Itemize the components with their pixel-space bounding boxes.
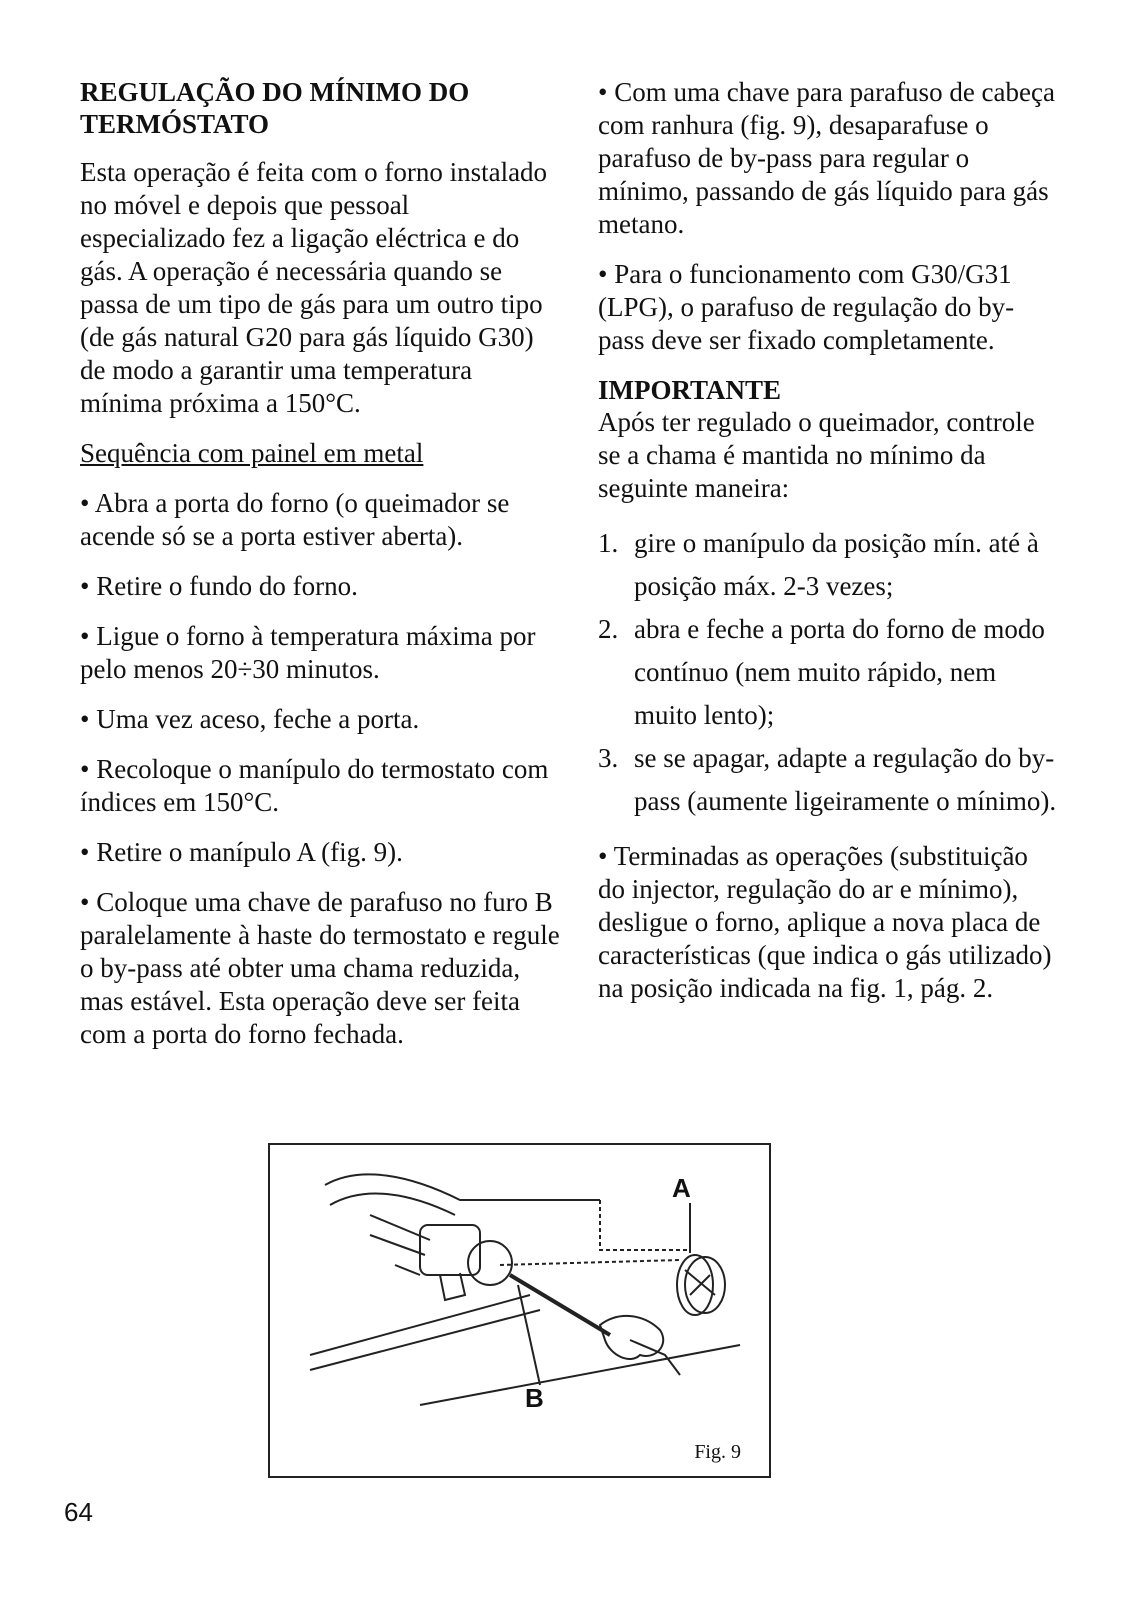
- intro-paragraph: Esta operação é feita com o forno instalado no móvel e depois que pessoal especializado fez a ligação eléctrica e do gás. A operação é necessária quando se passa de um tipo de gás para um outro tipo (de gás natural G20 para gás líquido G30) de modo a garantir uma temperatura mínima próxima a 150°C.: [80, 157, 548, 418]
- right-column: [598, 76, 1058, 1022]
- valve-stem: [440, 1273, 465, 1300]
- panel-edge-line: [310, 1295, 530, 1355]
- knob-a: [677, 1255, 713, 1315]
- left-bullet: • Retire o fundo do forno.: [80, 571, 358, 601]
- panel-edge-line: [310, 1310, 540, 1370]
- guide-line: [500, 1260, 680, 1265]
- guide-line: [600, 1200, 690, 1250]
- valve-body: [420, 1225, 480, 1275]
- left-column: [80, 76, 560, 1068]
- step-text: se se apagar, adapte a regulação do by-pass (aumente ligeiramente o mínimo).: [634, 743, 1057, 816]
- section-title: REGULAÇÃO DO MÍNIMO DO TERMÓSTATO: [80, 77, 470, 139]
- right-bullet: • Para o funcionamento com G30/G31 (LPG), o parafuso de regulação do by-pass deve ser fixado completamente.: [598, 259, 1015, 355]
- knob-a: [685, 1257, 725, 1313]
- leader-line-b: [518, 1285, 540, 1385]
- screwdriver: [510, 1275, 610, 1335]
- hand: [600, 1316, 663, 1359]
- right-bullet: • Com uma chave para parafuso de cabeça com ranhura (fig. 9), desaparafuse o parafuso de by-pass para regular o mínimo, passando de gás líquido para gás metano.: [598, 77, 1055, 239]
- left-bullet: • Coloque uma chave de parafuso no furo B paralelamente à haste do termostato e regule o by-pass até obter uma chama reduzida, mas estável. Esta operação deve ser feita com a porta do forno fechada.: [80, 887, 560, 1049]
- figure-caption: Fig. 9: [694, 1441, 741, 1463]
- gas-pipe-line: [330, 1194, 455, 1215]
- list-item: [598, 522, 1058, 608]
- page-number: 64: [64, 1497, 93, 1527]
- left-bullet: • Retire o manípulo A (fig. 9).: [80, 837, 403, 867]
- final-bullet: • Terminadas as operações (substituição do injector, regulação do ar e mínimo), desligue o forno, aplique a nova placa de características (que indica o gás utilizado) na posição indicada na fig. 1, pág. 2.: [598, 841, 1052, 1003]
- sequence-heading: Sequência com painel em metal: [80, 438, 424, 468]
- step-number: 1.: [598, 528, 619, 558]
- steps-list: [598, 522, 1058, 823]
- list-item: [598, 737, 1058, 823]
- oven-thermostat-illustration: [270, 1145, 769, 1476]
- important-heading: IMPORTANTE: [598, 375, 782, 405]
- left-bullet: • Uma vez aceso, feche a porta.: [80, 704, 420, 734]
- step-number: 3.: [598, 743, 619, 773]
- knob-a-marks: [685, 1270, 715, 1295]
- left-bullet: • Recoloque o manípulo do termostato com índices em 150°C.: [80, 754, 549, 817]
- label-a: A: [672, 1173, 691, 1203]
- step-text: gire o manípulo da posição mín. até à posição máx. 2-3 vezes;: [634, 528, 1039, 601]
- panel-edge-line: [420, 1345, 740, 1405]
- step-text: abra e feche a porta do forno de modo contínuo (nem muito rápido, nem muito lento);: [634, 614, 1045, 730]
- list-item: [598, 608, 1058, 737]
- left-bullet: • Abra a porta do forno (o queimador se acende só se a porta estiver aberta).: [80, 488, 510, 551]
- gas-pipe-line: [325, 1174, 600, 1200]
- label-b: B: [525, 1383, 544, 1413]
- figure-9: [268, 1143, 771, 1478]
- step-number: 2.: [598, 614, 619, 644]
- valve-knob-base: [468, 1241, 512, 1285]
- left-bullet: • Ligue o forno à temperatura máxima por pelo menos 20÷30 minutos.: [80, 621, 536, 684]
- important-text: Após ter regulado o queimador, controle se a chama é mantida no mínimo da seguinte maneira:: [598, 407, 1035, 503]
